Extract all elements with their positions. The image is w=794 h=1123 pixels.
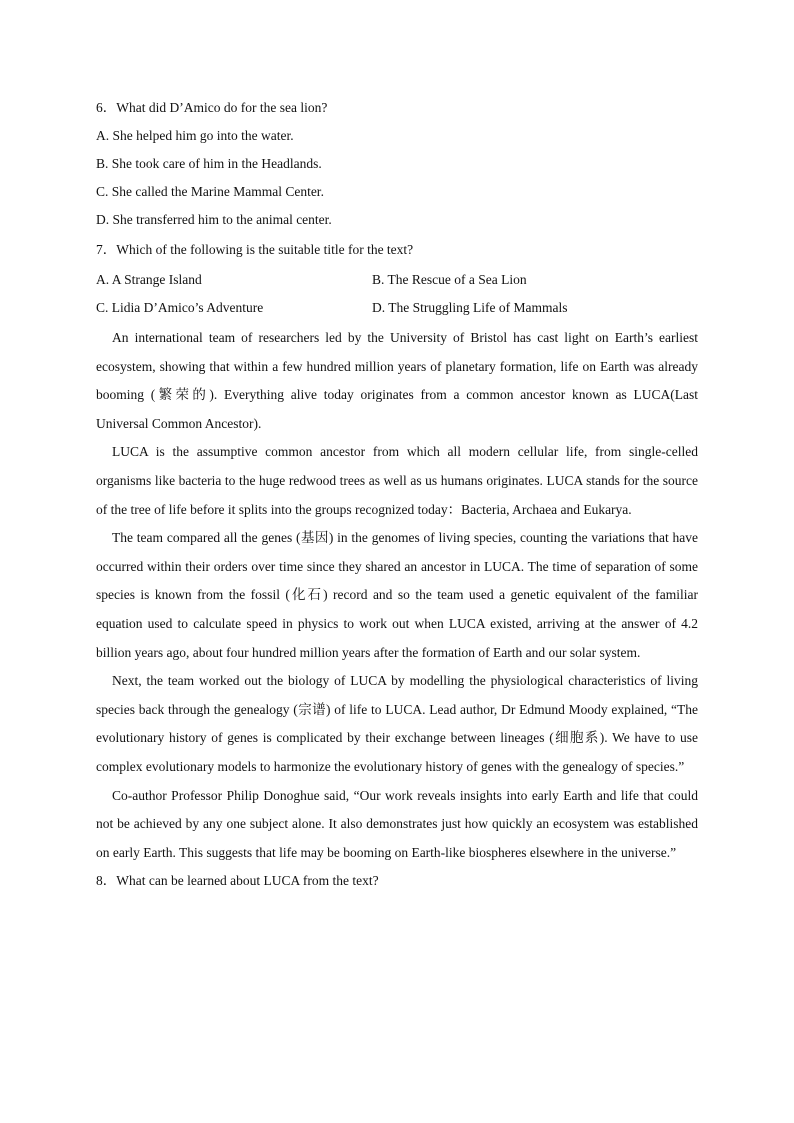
question-7-options-row-2 <box>96 294 698 322</box>
question-8-stem: 8．What can be learned about LUCA from the text? <box>96 873 379 889</box>
question-6-stem: 6．What did D’Amico do for the sea lion? <box>96 100 328 115</box>
reading-passage <box>96 324 698 867</box>
passage-paragraph-1: An international team of researchers led by the University of Bristol has cast light on Earth’s earliest ecosystem, showing that within a few hundred million years of planetary formation, life on Earth was already booming (繁荣的). Everything alive today originates from a common ancestor known as LUCA(Last Universal Common Ancestor). <box>96 330 698 431</box>
question-7-option-a: A. A Strange Island <box>96 272 202 287</box>
question-7-options-row-1 <box>96 266 698 294</box>
question-6-option-b: B. She took care of him in the Headlands. <box>96 156 322 171</box>
document-page <box>96 94 698 895</box>
question-6-option-c: C. She called the Marine Mammal Center. <box>96 184 324 199</box>
question-7-stem: 7．Which of the following is the suitable title for the text? <box>96 242 414 257</box>
passage-paragraph-4: Next, the team worked out the biology of LUCA by modelling the physiological characteristics of living species back through the genealogy (宗谱) of life to LUCA. Lead author, Dr Edmund Moody explained, “The evolutionary history of genes is complicated by their exchange between lineages (细胞系). We have to use complex evolutionary models to harmonize the evolutionary history of genes with the genealogy of species.” <box>96 673 698 774</box>
question-6-option-d: D. She transferred him to the animal center. <box>96 212 332 227</box>
passage-paragraph-5: Co-author Professor Philip Donoghue said, “Our work reveals insights into early Earth and life that could not be achieved by any one subject alone. It also demonstrates just how quickly an ecosystem was established on early Earth. This suggests that life may be booming on Earth-like biospheres elsewhere in the universe.” <box>96 787 698 860</box>
passage-paragraph-2: LUCA is the assumptive common ancestor from which all modern cellular life, from single-celled organisms like bacteria to the huge redwood trees as well as us humans originates. LUCA stands for the source of the tree of life before it splits into the groups recognized today：Bacteria, Archaea and Eukarya. <box>96 444 698 517</box>
passage-paragraph-3: The team compared all the genes (基因) in the genomes of living species, counting the variations that have occurred within their orders over time since they shared an ancestor in LUCA. The time of separation of some species is known from the fossil (化石) record and so the team used a genetic equivalent of the familiar equation used to calculate speed in physics to work out when LUCA existed, arriving at the answer of 4.2 billion years ago, about four hundred million years after the formation of Earth and our solar system. <box>96 530 698 660</box>
question-7-option-c: C. Lidia D’Amico’s Adventure <box>96 300 264 315</box>
question-7-option-d: D. The Struggling Life of Mammals <box>372 300 568 315</box>
question-6-option-a: A. She helped him go into the water. <box>96 128 294 143</box>
question-7-option-b: B. The Rescue of a Sea Lion <box>372 272 527 287</box>
